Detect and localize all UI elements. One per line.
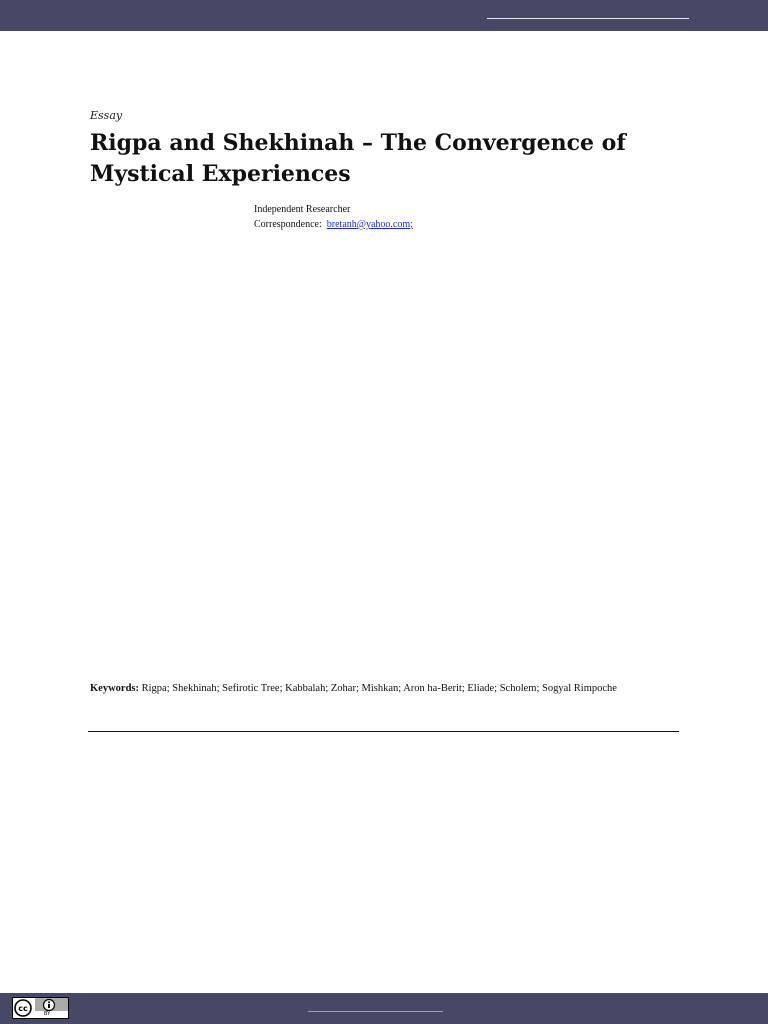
- keywords-block: [90, 681, 678, 697]
- correspondence-email-link[interactable]: bretanh@yahoo.com: [326, 219, 411, 230]
- svg-text:cc: cc: [18, 1004, 28, 1013]
- paper-title: Rigpa and Shekhinah – The Convergence of Mystical Experiences: [90, 130, 626, 187]
- cc-badge-text: BY: [44, 1011, 51, 1017]
- header-bar: [0, 0, 768, 31]
- author-affiliation: Independent Researcher: [254, 204, 351, 215]
- cc-by-icon[interactable]: [12, 997, 69, 1019]
- footer-bar: [0, 993, 768, 1024]
- section-divider: [88, 731, 679, 732]
- article-type-label: Essay: [90, 109, 123, 122]
- keywords-label: Keywords:: [90, 683, 139, 694]
- keywords-list: Rigpa; Shekhinah; Sefirotic Tree; Kabbalah; Zohar; Mishkan; Aron ha-Berit; Eliade; Scholem; Sogyal Rimpoche: [141, 683, 617, 694]
- footer-rule: [308, 1011, 443, 1012]
- correspondence-suffix: ;: [410, 219, 413, 230]
- correspondence-label: Correspondence:: [254, 219, 322, 230]
- correspondence-line: [254, 219, 413, 230]
- header-rule: [487, 18, 689, 19]
